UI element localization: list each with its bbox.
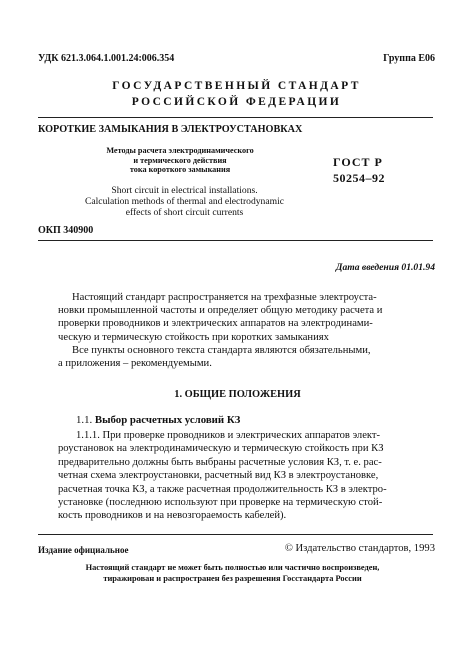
english-title — [82, 185, 287, 219]
russian-subtitle — [100, 146, 260, 175]
copyright: © Издательство стандартов, 1993 — [284, 543, 435, 554]
top-divider — [38, 117, 433, 118]
subsection-number: 1.1. — [76, 414, 93, 426]
section-title: 1. ОБЩИЕ ПОЛОЖЕНИЯ — [174, 389, 301, 400]
intro-paragraph — [58, 291, 433, 344]
text-line: 1.1.1. При проверке проводников и электрических аппаратов элект- — [76, 430, 381, 441]
text-line: предварительно должны быть выбраны расчетные условия КЗ, т. е. рас- — [58, 456, 382, 468]
footer-divider — [38, 534, 433, 535]
subsection-title: Выбор расчетных условий КЗ — [94, 414, 241, 426]
text-line: кость проводников и на невозгораемость кабелей). — [58, 510, 287, 522]
english-title-line: Short circuit in electrical installations. — [111, 185, 258, 196]
udk-code: УДК 621.3.064.1.001.24:006.354 — [38, 53, 175, 64]
subtitle-line: тока короткого замыкания — [129, 165, 231, 174]
english-title-line: effects of short circuit currents — [125, 207, 244, 219]
gost-number: 50254–92 — [333, 171, 385, 185]
text-line: расчетная точка КЗ, а также расчетная продолжительность КЗ в электро- — [58, 483, 387, 495]
subtitle-line: Методы расчета электродинамического — [106, 146, 254, 155]
notice-line: тиражирован и распространен без разрешения Госстандарта России — [103, 574, 362, 583]
section-body — [58, 429, 433, 523]
effective-date: Дата введения 01.01.94 — [335, 262, 435, 273]
middle-divider — [38, 240, 433, 241]
text-line: ческую и термическую стойкость при коротких замыканиях — [58, 331, 329, 343]
text-line: четная схема электроустановки, расчетный вид КЗ в электроустановке, — [58, 470, 379, 482]
state-standard-heading: ГОСУДАРСТВЕННЫЙ СТАНДАРТ — [112, 80, 361, 92]
main-title: КОРОТКИЕ ЗАМЫКАНИЯ В ЭЛЕКТРОУСТАНОВКАХ — [38, 124, 303, 135]
gost-label: ГОСТ Р — [333, 155, 383, 169]
subtitle-line: и термического действия — [133, 155, 227, 165]
notice-line: Настоящий стандарт не может быть полностью или частично воспроизведен, — [85, 563, 380, 572]
russian-federation-heading: РОССИЙСКОЙ ФЕДЕРАЦИИ — [131, 96, 342, 108]
official-edition: Издание официальное — [38, 545, 129, 555]
group-code: Группа Е06 — [383, 53, 435, 64]
text-line: установке (последнюю используют при проверке на термическую стой- — [58, 497, 383, 509]
text-line: роустановок на электродинамическую и термическую стойкость при КЗ — [58, 443, 384, 455]
text-line: новки промышленной частоты и определяет общую методику расчета и — [58, 305, 383, 317]
text-line: Все пункты основного текста стандарта являются обязательными, — [72, 345, 371, 356]
english-title-line: Calculation methods of thermal and electrodynamic — [84, 196, 284, 208]
intro-paragraph — [58, 344, 433, 370]
text-line: проверки проводников и электрических аппаратов на электродинами- — [58, 318, 373, 330]
reproduction-notice — [0, 562, 465, 584]
text-line: Настоящий стандарт распространяется на трехфазные электроуста- — [72, 292, 377, 303]
text-line: а приложения – рекомендуемыми. — [58, 358, 212, 370]
subsection-heading — [76, 414, 240, 426]
okp-code: ОКП 340900 — [38, 225, 94, 236]
